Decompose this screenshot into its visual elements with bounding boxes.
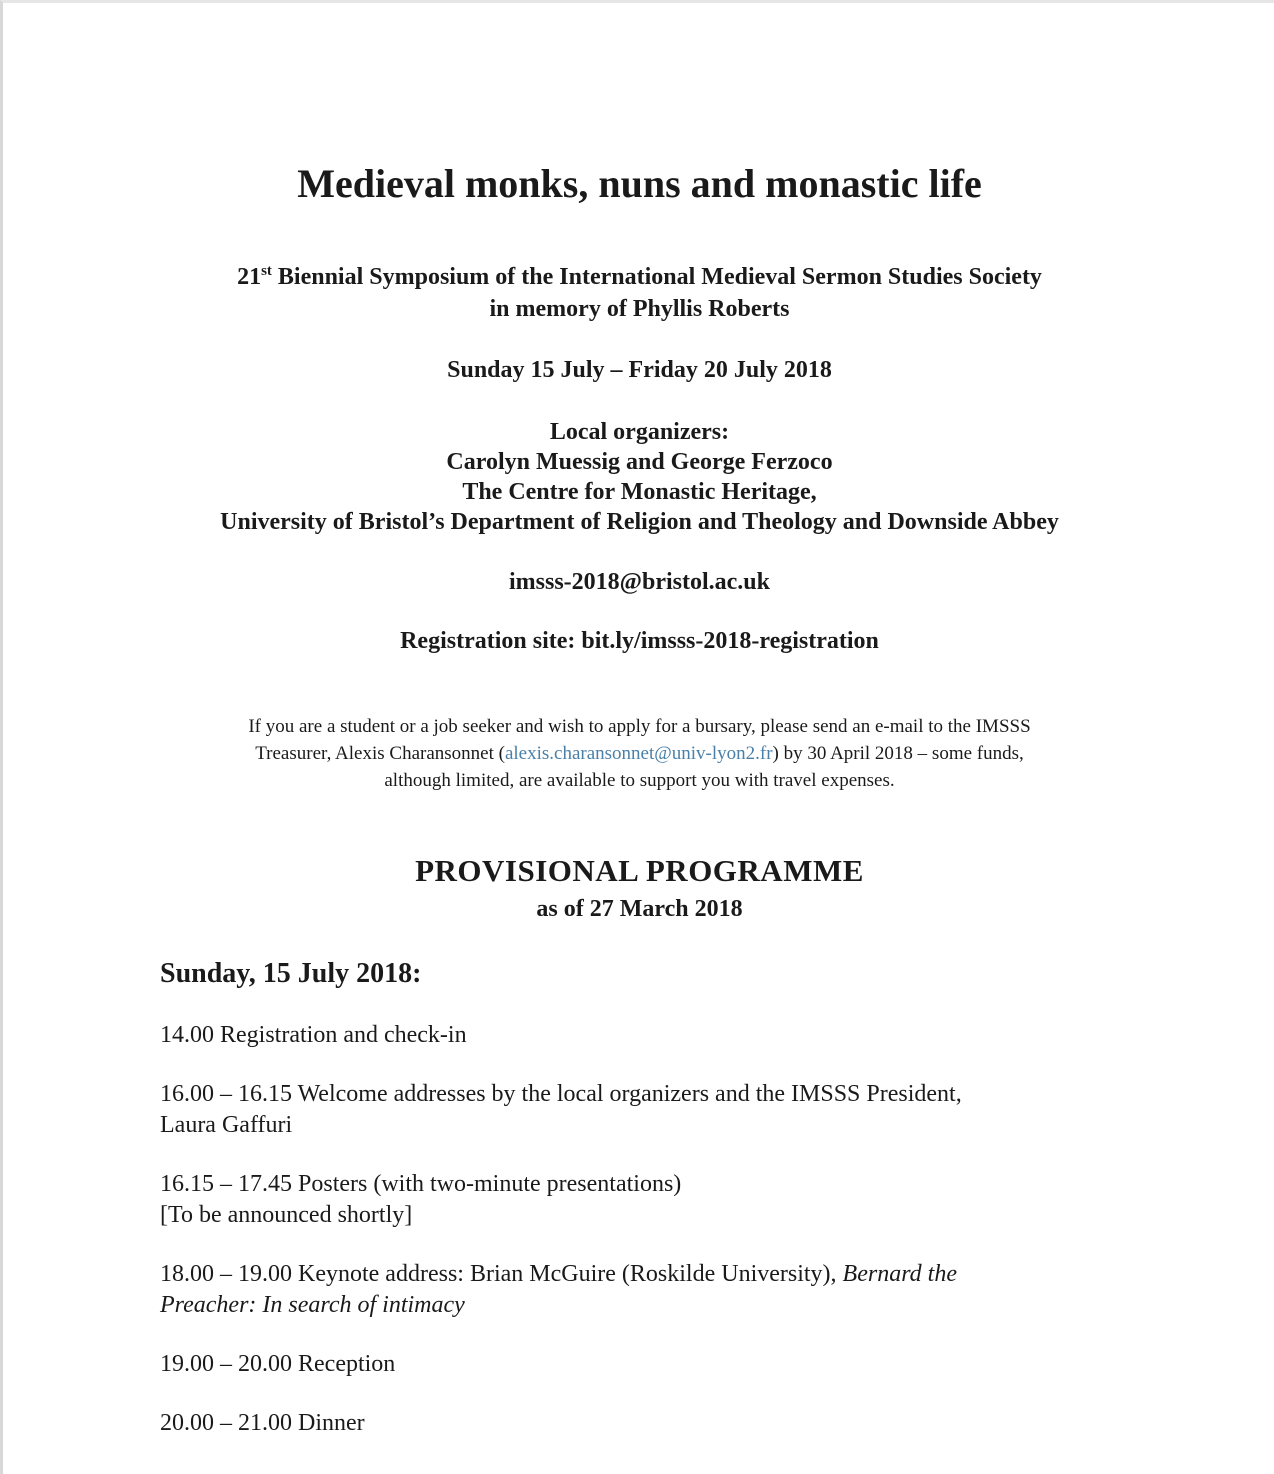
bursary-email-link[interactable]: alexis.charansonnet@univ-lyon2.fr <box>504 743 773 764</box>
schedule-item-registration: 14.00 Registration and check-in <box>160 1022 467 1048</box>
schedule-item-dinner: 20.00 – 21.00 Dinner <box>160 1410 365 1436</box>
subtitle-memorial-line: in memory of Phyllis Roberts <box>489 296 790 322</box>
bursary-note <box>160 713 1119 794</box>
organizers-centre: The Centre for Monastic Heritage, <box>462 479 817 505</box>
organizers-block <box>160 417 1119 537</box>
organizers-heading: Local organizers: <box>549 419 730 445</box>
schedule-item-posters <box>160 1169 1119 1231</box>
document-title: Medieval monks, nuns and monastic life <box>297 161 982 206</box>
bursary-line2-pre: Treasurer, Alexis Charansonnet ( <box>255 743 505 764</box>
welcome-line1: 16.00 – 16.15 Welcome addresses by the local organizers and the IMSSS President, <box>160 1081 962 1107</box>
organizers-names: Carolyn Muessig and George Ferzoco <box>446 449 833 475</box>
keynote-title-part2: Preacher: In search of intimacy <box>160 1292 465 1318</box>
keynote-regular-text: 18.00 – 19.00 Keynote address: Brian McGuire (Roskilde University), <box>160 1261 843 1287</box>
registration-site: Registration site: bit.ly/imsss-2018-registration <box>400 628 879 654</box>
welcome-line2: Laura Gaffuri <box>160 1112 293 1138</box>
bursary-line2-post: ) by 30 April 2018 – some funds, <box>772 743 1024 764</box>
bursary-line1: If you are a student or a job seeker and wish to apply for a bursary, please send an e-mail to the IMSSS <box>248 716 1031 737</box>
subtitle-rest: Biennial Symposium of the International Medieval Sermon Studies Society <box>271 264 1042 290</box>
organizers-university: University of Bristol’s Department of Religion and Theology and Downside Abbey <box>220 509 1059 535</box>
schedule-item-keynote <box>160 1259 1119 1321</box>
document-content <box>3 3 1274 1439</box>
programme-heading: PROVISIONAL PROGRAMME <box>415 853 864 888</box>
posters-line1: 16.15 – 17.45 Posters (with two-minute presentations) <box>160 1171 682 1197</box>
subtitle-ordinal: st <box>261 263 272 279</box>
schedule-item-reception: 19.00 – 20.00 Reception <box>160 1351 396 1377</box>
keynote-title-part1: Bernard the <box>842 1261 957 1287</box>
contact-email: imsss-2018@bristol.ac.uk <box>508 569 770 595</box>
symposium-dates: Sunday 15 July – Friday 20 July 2018 <box>447 357 832 383</box>
programme-as-of-date: as of 27 March 2018 <box>536 896 743 922</box>
bursary-line3: although limited, are available to support you with travel expenses. <box>384 770 895 791</box>
day-heading-sunday: Sunday, 15 July 2018: <box>160 958 422 989</box>
posters-line2: [To be announced shortly] <box>160 1202 413 1228</box>
schedule-item-welcome <box>160 1079 1119 1141</box>
subtitle-number: 21 <box>237 264 262 290</box>
symposium-subtitle <box>160 255 1119 325</box>
